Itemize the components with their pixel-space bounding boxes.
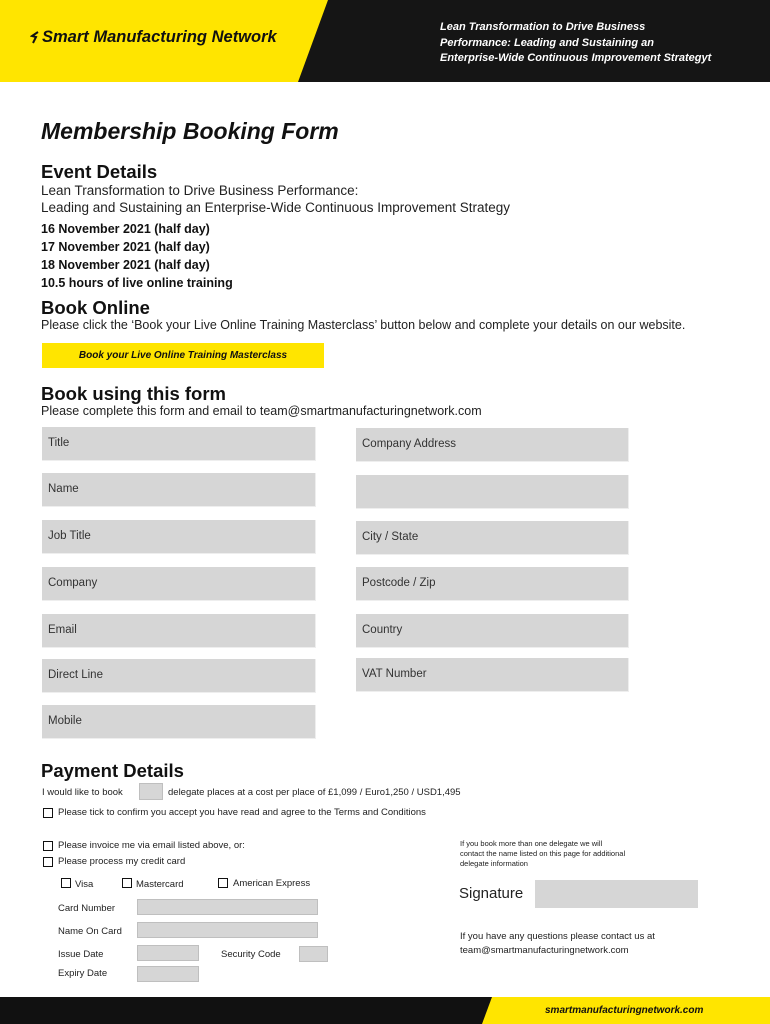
credit-card-checkbox[interactable] xyxy=(43,857,53,867)
page-title: Membership Booking Form xyxy=(41,118,339,144)
book-masterclass-button[interactable]: Book your Live Online Training Masterclass xyxy=(42,343,324,368)
event-name-line: Lean Transformation to Drive Business Performance: xyxy=(41,183,359,198)
amex-checkbox[interactable] xyxy=(218,878,228,888)
logo-text: Smart Manufacturing Network xyxy=(42,28,277,46)
invoice-checkbox[interactable] xyxy=(43,841,53,851)
field-label: Direct Line xyxy=(48,669,103,681)
issue-date-input[interactable] xyxy=(137,945,199,961)
field-label: Mobile xyxy=(48,715,82,727)
job-title-field[interactable] xyxy=(42,520,316,554)
header-event-title xyxy=(440,20,760,67)
event-details-heading: Event Details xyxy=(41,161,158,182)
mastercard-label: Mastercard xyxy=(136,879,184,890)
card-number-input[interactable] xyxy=(137,899,318,915)
visa-label: Visa xyxy=(75,879,94,890)
visa-checkbox[interactable] xyxy=(61,878,71,888)
header-event-line: Performance: Leading and Sustaining an xyxy=(440,36,654,49)
invoice-label: Please invoice me via email listed above, or: xyxy=(58,840,245,851)
event-date: 18 November 2021 (half day) xyxy=(41,258,210,272)
event-date: 16 November 2021 (half day) xyxy=(41,222,210,236)
note-line: delegate information xyxy=(460,859,528,868)
security-code-input[interactable] xyxy=(299,946,328,962)
postcode-field[interactable] xyxy=(356,567,629,601)
company-address-field[interactable] xyxy=(356,428,629,462)
event-name-line: Leading and Sustaining an Enterprise-Wide Continuous Improvement Strategy xyxy=(41,200,511,215)
book-form-heading: Book using this form xyxy=(41,383,226,404)
delegate-count-input[interactable] xyxy=(139,783,163,800)
direct-line-field[interactable] xyxy=(42,659,316,693)
field-label: Company xyxy=(48,577,98,589)
field-label: City / State xyxy=(362,531,419,543)
name-on-card-label: Name On Card xyxy=(58,926,122,937)
issue-date-label: Issue Date xyxy=(58,949,104,960)
event-duration: 10.5 hours of live online training xyxy=(41,276,233,290)
vat-number-field[interactable] xyxy=(356,658,629,692)
country-field[interactable] xyxy=(356,614,629,648)
brand-logo xyxy=(30,28,277,47)
credit-card-label: Please process my credit card xyxy=(58,856,186,867)
field-label: Country xyxy=(362,624,403,636)
event-date: 17 November 2021 (half day) xyxy=(41,240,210,254)
field-label: Email xyxy=(48,624,77,636)
field-label: Postcode / Zip xyxy=(362,577,436,589)
field-label: Name xyxy=(48,483,79,495)
company-address-line2-field[interactable] xyxy=(356,475,629,509)
mobile-field[interactable] xyxy=(42,705,316,739)
terms-checkbox[interactable] xyxy=(43,808,53,818)
note-line: contact the name listed on this page for additional xyxy=(460,849,626,858)
field-label: Title xyxy=(48,437,70,449)
field-label: VAT Number xyxy=(362,668,427,680)
logo-mark-icon xyxy=(30,31,40,45)
card-number-label: Card Number xyxy=(58,903,116,914)
expiry-date-input[interactable] xyxy=(137,966,199,982)
signature-label: Signature xyxy=(459,885,524,902)
city-state-field[interactable] xyxy=(356,521,629,555)
title-field[interactable] xyxy=(42,427,316,461)
name-field[interactable] xyxy=(42,473,316,507)
footer-website-link[interactable]: smartmanufacturingnetwork.com xyxy=(545,1005,704,1016)
book-places-prefix: I would like to book xyxy=(42,787,123,798)
amex-label: American Express xyxy=(233,878,311,889)
company-field[interactable] xyxy=(42,567,316,601)
header-event-line: Enterprise-Wide Continuous Improvement Strategyt xyxy=(440,52,712,64)
payment-heading: Payment Details xyxy=(41,760,184,781)
book-places-suffix: delegate places at a cost per place of £1,099 / Euro1,250 / USD1,495 xyxy=(168,787,461,798)
name-on-card-input[interactable] xyxy=(137,922,318,938)
field-label: Job Title xyxy=(48,530,91,542)
multi-delegate-note xyxy=(460,839,625,869)
book-form-text: Please complete this form and email to team@smartmanufacturingnetwork.com xyxy=(41,404,482,418)
terms-label: Please tick to confirm you accept you have read and agree to the Terms and Conditions xyxy=(58,807,426,818)
book-online-heading: Book Online xyxy=(41,297,150,318)
expiry-date-label: Expiry Date xyxy=(58,968,108,979)
book-online-text: Please click the ‘Book your Live Online Training Masterclass’ button below and complete your details on our website. xyxy=(41,318,686,332)
mastercard-checkbox[interactable] xyxy=(122,878,132,888)
security-code-label: Security Code xyxy=(221,949,281,960)
note-line: If you book more than one delegate we will xyxy=(460,839,603,848)
signature-input[interactable] xyxy=(535,880,698,908)
contact-email: team@smartmanufacturingnetwork.com xyxy=(460,945,629,956)
header-event-line: Lean Transformation to Drive Business xyxy=(440,21,646,33)
note-line: If you have any questions please contact us at xyxy=(460,931,655,942)
questions-note xyxy=(460,930,655,958)
email-field[interactable] xyxy=(42,614,316,648)
field-label: Company Address xyxy=(362,438,456,450)
